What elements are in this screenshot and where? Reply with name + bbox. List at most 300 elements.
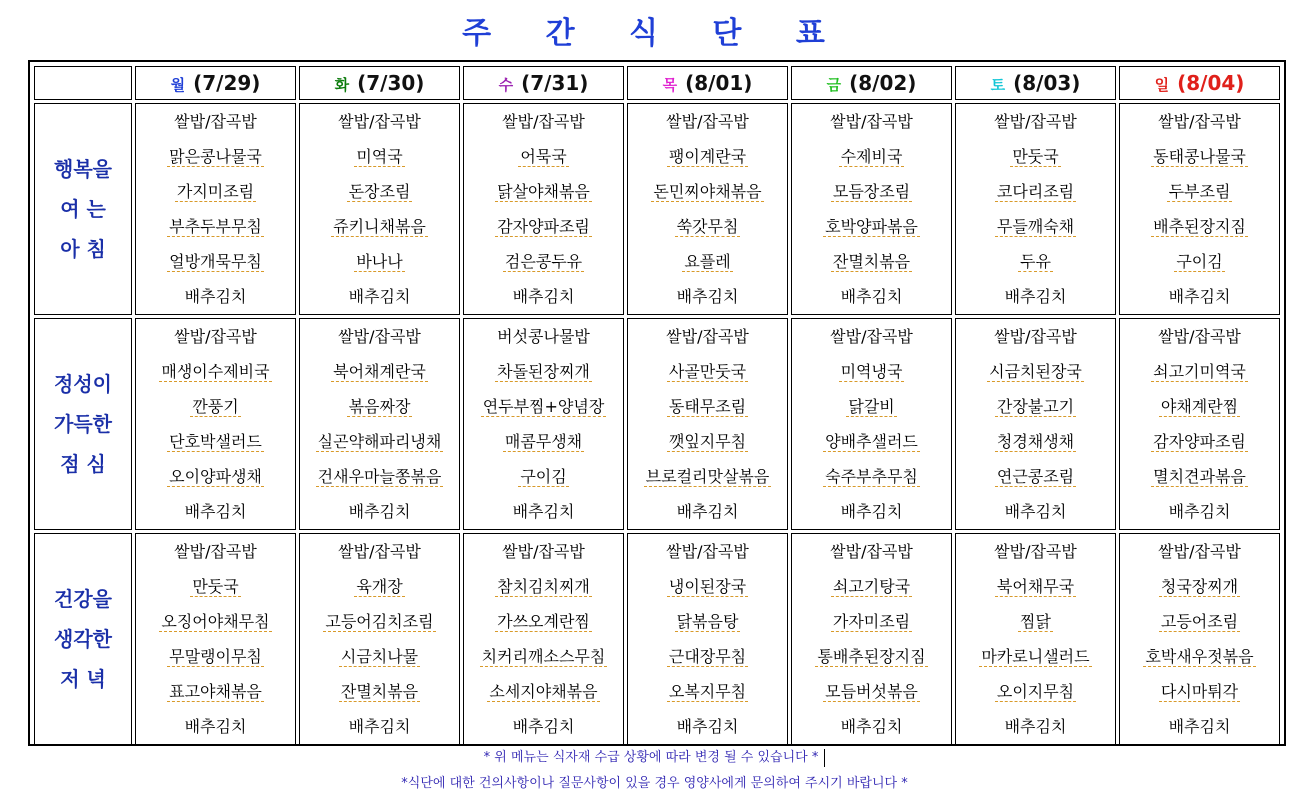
menu-item: [956, 569, 1115, 604]
menu-item-text: 매콤무생채: [504, 432, 583, 451]
menu-item: [792, 459, 951, 494]
day-date: (8/04): [1177, 71, 1245, 95]
meal-row: [34, 318, 1280, 530]
menu-item: [136, 424, 295, 459]
menu-item-text: 시금치된장국: [989, 362, 1082, 381]
menu-item-text: 쌀밥/잡곡밥: [666, 327, 749, 346]
menu-item: [628, 639, 787, 674]
menu-item: [956, 424, 1115, 459]
menu-item-text: 돈장조림: [348, 182, 411, 201]
menu-item: [792, 104, 951, 139]
day-icon: 월: [170, 76, 186, 94]
menu-item-text: 닭살야채볶음: [497, 182, 590, 201]
menu-item-text: 쌀밥/잡곡밥: [994, 542, 1077, 561]
menu-item-text: 바나나: [356, 252, 403, 271]
menu-item-text: 배추김치: [348, 717, 411, 736]
menu-cell: [299, 103, 460, 315]
menu-item-text: 쌀밥/잡곡밥: [174, 542, 257, 561]
menu-item-text: 배추김치: [1004, 717, 1067, 736]
menu-cell: [627, 533, 788, 745]
menu-item: [1120, 244, 1279, 279]
meal-label-line: 정성이: [54, 372, 112, 396]
menu-item: [628, 709, 787, 744]
weekly-menu-table: [31, 63, 1283, 748]
menu-item-text: 배추김치: [676, 717, 739, 736]
menu-item: [136, 319, 295, 354]
menu-item-text: 배추김치: [840, 717, 903, 736]
menu-item: [1120, 674, 1279, 709]
menu-item: [792, 244, 951, 279]
menu-item: [956, 459, 1115, 494]
menu-item-text: 호박양파볶음: [825, 217, 918, 236]
menu-item: [792, 494, 951, 529]
menu-item: [956, 354, 1115, 389]
menu-item-text: 통배추된장지짐: [817, 647, 926, 666]
menu-item: [136, 569, 295, 604]
menu-item-text: 배추김치: [840, 502, 903, 521]
menu-item-text: 쌀밥/잡곡밥: [502, 542, 585, 561]
menu-item: [956, 639, 1115, 674]
menu-item: [792, 174, 951, 209]
menu-item: [464, 209, 623, 244]
meal-label: [34, 533, 132, 745]
day-icon: 화: [334, 76, 350, 94]
meal-row: [34, 533, 1280, 745]
menu-item-text: 쥬키니채볶음: [333, 217, 426, 236]
menu-item: [628, 389, 787, 424]
menu-item-text: 얼방개묵무침: [169, 252, 262, 271]
menu-item: [300, 244, 459, 279]
menu-item: [136, 674, 295, 709]
menu-item-text: 배추김치: [184, 287, 247, 306]
day-header: [791, 66, 952, 100]
menu-cell: [791, 533, 952, 745]
day-date: (8/03): [1013, 71, 1081, 95]
menu-item: [956, 139, 1115, 174]
menu-item: [300, 534, 459, 569]
menu-item-text: 냉이된장국: [668, 577, 747, 596]
menu-item-text: 만둣국: [192, 577, 239, 596]
menu-item-text: 배추김치: [348, 287, 411, 306]
menu-cell: [791, 103, 952, 315]
menu-item: [464, 104, 623, 139]
menu-cell: [135, 103, 296, 315]
menu-item-text: 간장불고기: [996, 397, 1075, 416]
header-row: [34, 66, 1280, 100]
menu-item: [300, 104, 459, 139]
menu-item-text: 마카로니샐러드: [981, 647, 1090, 666]
menu-item: [136, 174, 295, 209]
day-header: [299, 66, 460, 100]
meal-label-line: 건강을: [54, 587, 112, 611]
menu-item-text: 닭볶음탕: [676, 612, 739, 631]
menu-item-text: 배추김치: [676, 287, 739, 306]
menu-item-text: 북어채무국: [996, 577, 1075, 596]
day-date: (7/29): [193, 71, 261, 95]
menu-item: [300, 174, 459, 209]
menu-item: [464, 174, 623, 209]
menu-item: [956, 244, 1115, 279]
menu-item-text: 가자미조림: [832, 612, 911, 631]
menu-cell: [1119, 533, 1280, 745]
menu-item-text: 잔멸치볶음: [340, 682, 419, 701]
menu-item: [1120, 569, 1279, 604]
menu-item: [1120, 139, 1279, 174]
menu-item-text: 오복지무침: [668, 682, 747, 701]
menu-item: [136, 104, 295, 139]
menu-cell: [955, 318, 1116, 530]
menu-item-text: 쌀밥/잡곡밥: [666, 112, 749, 131]
menu-item-text: 배추김치: [1168, 287, 1231, 306]
menu-item-text: 쌀밥/잡곡밥: [994, 112, 1077, 131]
menu-item-text: 멸치견과볶음: [1153, 467, 1246, 486]
menu-item-text: 무들깨숙채: [996, 217, 1075, 236]
day-date: (7/30): [357, 71, 425, 95]
menu-item: [1120, 709, 1279, 744]
meal-label-line: 아 침: [60, 237, 106, 261]
meal-label-line: 행복을: [54, 157, 112, 181]
meal-label-line: 점 심: [60, 452, 106, 476]
menu-item-text: 쌀밥/잡곡밥: [338, 542, 421, 561]
menu-item: [792, 674, 951, 709]
menu-item: [464, 244, 623, 279]
menu-item: [628, 244, 787, 279]
menu-item-text: 실곤약해파리냉채: [317, 432, 442, 451]
menu-item: [300, 279, 459, 314]
menu-item-text: 쇠고기미역국: [1153, 362, 1246, 381]
menu-item: [956, 389, 1115, 424]
menu-item-text: 쌀밥/잡곡밥: [666, 542, 749, 561]
menu-item-text: 버섯콩나물밥: [497, 327, 590, 346]
menu-item-text: 연근콩조림: [996, 467, 1075, 486]
menu-item-text: 가쓰오계란찜: [497, 612, 590, 631]
menu-item-text: 미역국: [356, 147, 403, 166]
menu-item: [136, 494, 295, 529]
menu-item: [464, 354, 623, 389]
menu-item: [136, 459, 295, 494]
menu-item-text: 닭갈비: [848, 397, 895, 416]
menu-item: [792, 604, 951, 639]
meal-label-line: 가득한: [54, 412, 112, 436]
menu-cell: [135, 318, 296, 530]
menu-item: [300, 354, 459, 389]
menu-item-text: 브로컬리맛살볶음: [645, 467, 770, 486]
menu-item: [300, 424, 459, 459]
menu-item-text: 배추김치: [184, 717, 247, 736]
menu-item-text: 돈민찌야채볶음: [653, 182, 762, 201]
menu-item-text: 검은콩두유: [504, 252, 583, 271]
menu-item-text: 육개장: [356, 577, 403, 596]
meal-label: [34, 318, 132, 530]
menu-item-text: 청국장찌개: [1160, 577, 1239, 596]
menu-item: [1120, 279, 1279, 314]
menu-item-text: 근대장무침: [668, 647, 747, 666]
menu-item: [792, 569, 951, 604]
menu-item: [1120, 494, 1279, 529]
menu-item-text: 쑥갓무침: [676, 217, 739, 236]
menu-item: [464, 494, 623, 529]
menu-item-text: 깻잎지무침: [668, 432, 747, 451]
menu-item-text: 고등어조림: [1160, 612, 1239, 631]
day-icon: 목: [662, 76, 678, 94]
menu-item-text: 쌀밥/잡곡밥: [830, 327, 913, 346]
menu-item: [628, 209, 787, 244]
menu-item: [956, 709, 1115, 744]
menu-item: [956, 209, 1115, 244]
menu-cell: [955, 103, 1116, 315]
menu-item-text: 부추두부무침: [169, 217, 262, 236]
menu-item-text: 배추김치: [512, 717, 575, 736]
menu-item: [1120, 319, 1279, 354]
menu-item: [136, 244, 295, 279]
day-header: [135, 66, 296, 100]
menu-item: [300, 639, 459, 674]
meal-row: [34, 103, 1280, 315]
menu-item: [1120, 459, 1279, 494]
menu-item: [628, 534, 787, 569]
menu-item: [792, 709, 951, 744]
menu-item-text: 감자양파조림: [1153, 432, 1246, 451]
menu-item-text: 코다리조림: [996, 182, 1075, 201]
menu-item: [136, 639, 295, 674]
menu-item: [628, 459, 787, 494]
menu-item-text: 배추김치: [676, 502, 739, 521]
menu-item-text: 팽이계란국: [668, 147, 747, 166]
menu-item: [464, 279, 623, 314]
menu-item: [300, 604, 459, 639]
menu-item-text: 깐풍기: [192, 397, 239, 416]
menu-item-text: 무말랭이무침: [169, 647, 262, 666]
menu-item: [1120, 209, 1279, 244]
menu-item: [628, 319, 787, 354]
menu-item: [464, 569, 623, 604]
menu-cell: [1119, 318, 1280, 530]
menu-item-text: 숙주부추무침: [825, 467, 918, 486]
day-header: [627, 66, 788, 100]
menu-item-text: 맑은콩나물국: [169, 147, 262, 166]
menu-item: [1120, 174, 1279, 209]
day-icon: 일: [1154, 76, 1170, 94]
menu-item-text: 배추된장지짐: [1153, 217, 1246, 236]
page-title: 주 간 식 단 표: [462, 16, 847, 51]
menu-item-text: 오이양파생채: [169, 467, 262, 486]
menu-item: [136, 139, 295, 174]
menu-item: [1120, 424, 1279, 459]
text-cursor: [824, 749, 825, 767]
menu-item-text: 쌀밥/잡곡밥: [174, 112, 257, 131]
menu-cell: [627, 318, 788, 530]
menu-item-text: 배추김치: [1168, 502, 1231, 521]
menu-item: [956, 174, 1115, 209]
day-date: (8/02): [849, 71, 917, 95]
menu-cell: [299, 533, 460, 745]
menu-item: [628, 494, 787, 529]
menu-item: [136, 389, 295, 424]
menu-item-text: 청경채생채: [996, 432, 1075, 451]
menu-item: [792, 534, 951, 569]
menu-item: [136, 354, 295, 389]
menu-item: [628, 674, 787, 709]
day-icon: 수: [498, 76, 514, 94]
menu-item-text: 수제비국: [840, 147, 903, 166]
menu-item: [136, 534, 295, 569]
menu-item: [136, 604, 295, 639]
menu-cell: [463, 318, 624, 530]
menu-item: [956, 534, 1115, 569]
day-icon: 토: [990, 76, 1006, 94]
menu-cell: [1119, 103, 1280, 315]
menu-item-text: 가지미조림: [176, 182, 255, 201]
menu-item: [300, 709, 459, 744]
menu-item-text: 쌀밥/잡곡밥: [338, 112, 421, 131]
menu-item-text: 사골만둣국: [668, 362, 747, 381]
menu-item-text: 호박새우젓볶음: [1145, 647, 1254, 666]
menu-item-text: 쌀밥/잡곡밥: [830, 542, 913, 561]
menu-item: [464, 319, 623, 354]
menu-item-text: 다시마튀각: [1160, 682, 1239, 701]
day-header: [1119, 66, 1280, 100]
menu-item-text: 감자양파조림: [497, 217, 590, 236]
menu-item: [956, 674, 1115, 709]
menu-item: [464, 709, 623, 744]
menu-item: [300, 459, 459, 494]
menu-item: [628, 354, 787, 389]
menu-item: [464, 139, 623, 174]
menu-item-text: 배추김치: [512, 502, 575, 521]
menu-item: [300, 674, 459, 709]
menu-item-text: 배추김치: [840, 287, 903, 306]
menu-item: [628, 424, 787, 459]
note-menu-change: * 위 메뉴는 식자재 수급 상황에 따라 변경 될 수 있습니다 *: [0, 746, 1309, 767]
menu-item: [464, 534, 623, 569]
menu-item-text: 건새우마늘쫑볶음: [317, 467, 442, 486]
menu-item-text: 구이김: [520, 467, 567, 486]
menu-item: [300, 494, 459, 529]
menu-item-text: 배추김치: [1168, 717, 1231, 736]
menu-cell: [463, 533, 624, 745]
menu-item-text: 배추김치: [1004, 502, 1067, 521]
menu-item: [628, 279, 787, 314]
menu-item-text: 찜닭: [1020, 612, 1051, 631]
menu-item-text: 두부조림: [1168, 182, 1231, 201]
menu-item-text: 모듬버섯볶음: [825, 682, 918, 701]
menu-item: [464, 604, 623, 639]
menu-item-text: 쌀밥/잡곡밥: [502, 112, 585, 131]
menu-item: [136, 279, 295, 314]
menu-item-text: 모듬장조림: [832, 182, 911, 201]
menu-item-text: 배추김치: [1004, 287, 1067, 306]
menu-item: [792, 319, 951, 354]
meal-label-line: 저 녁: [60, 667, 106, 691]
menu-item-text: 어묵국: [520, 147, 567, 166]
menu-item-text: 오이지무침: [996, 682, 1075, 701]
menu-item-text: 매생이수제비국: [161, 362, 270, 381]
menu-item: [792, 389, 951, 424]
menu-item: [1120, 104, 1279, 139]
menu-body: [34, 103, 1280, 745]
menu-item-text: 쌀밥/잡곡밥: [338, 327, 421, 346]
menu-item-text: 미역냉국: [840, 362, 903, 381]
menu-item: [300, 209, 459, 244]
menu-item-text: 만둣국: [1012, 147, 1059, 166]
menu-item-text: 단호박샐러드: [169, 432, 262, 451]
menu-item: [464, 674, 623, 709]
menu-item-text: 양배추샐러드: [825, 432, 918, 451]
menu-item: [300, 319, 459, 354]
menu-item: [628, 604, 787, 639]
menu-item-text: 배추김치: [184, 502, 247, 521]
day-header: [463, 66, 624, 100]
menu-item: [1120, 604, 1279, 639]
menu-item-text: 오징어야채무침: [161, 612, 270, 631]
meal-label-line: 생각한: [54, 627, 112, 651]
menu-item: [792, 424, 951, 459]
day-date: (7/31): [521, 71, 589, 95]
menu-item: [792, 279, 951, 314]
corner-cell: [34, 66, 132, 100]
note-contact-dietitian: *식단에 대한 건의사항이나 질문사항이 있을 경우 영양사에게 문의하여 주시기 바랍니다 *: [401, 776, 908, 791]
menu-item-text: 참치김치찌개: [497, 577, 590, 596]
menu-item: [628, 174, 787, 209]
menu-item-text: 표고야채볶음: [169, 682, 262, 701]
menu-item-text: 쌀밥/잡곡밥: [1158, 112, 1241, 131]
menu-item: [1120, 639, 1279, 674]
menu-item: [1120, 534, 1279, 569]
menu-item-text: 배추김치: [512, 287, 575, 306]
menu-cell: [955, 533, 1116, 745]
meal-label-line: 여 는: [60, 197, 106, 221]
menu-cell: [791, 318, 952, 530]
menu-item: [628, 104, 787, 139]
day-date: (8/01): [685, 71, 753, 95]
day-icon: 금: [826, 76, 842, 94]
menu-item: [792, 139, 951, 174]
menu-item: [464, 639, 623, 674]
menu-item: [136, 209, 295, 244]
menu-item-text: 고등어김치조림: [325, 612, 434, 631]
menu-item: [792, 209, 951, 244]
menu-item: [136, 709, 295, 744]
menu-item: [956, 494, 1115, 529]
menu-item-text: 배추김치: [348, 502, 411, 521]
day-header: [955, 66, 1116, 100]
menu-item-text: 야채계란찜: [1160, 397, 1239, 416]
menu-item-text: 북어채계란국: [333, 362, 426, 381]
menu-item-text: 시금치나물: [340, 647, 419, 666]
menu-cell: [463, 103, 624, 315]
menu-item: [300, 389, 459, 424]
menu-item: [792, 354, 951, 389]
menu-cell: [627, 103, 788, 315]
menu-item-text: 쇠고기탕국: [832, 577, 911, 596]
menu-item-text: 두유: [1020, 252, 1051, 271]
menu-item-text: 쌀밥/잡곡밥: [174, 327, 257, 346]
menu-item: [792, 639, 951, 674]
menu-item: [300, 139, 459, 174]
menu-item-text: 쌀밥/잡곡밥: [994, 327, 1077, 346]
menu-item-text: 연두부찜+양념장: [482, 397, 605, 416]
menu-item: [628, 139, 787, 174]
menu-item: [628, 569, 787, 604]
menu-cell: [135, 533, 296, 745]
menu-item-text: 동태무조림: [668, 397, 747, 416]
menu-item-text: 차돌된장찌개: [497, 362, 590, 381]
menu-item-text: 치커리깨소스무침: [481, 647, 606, 666]
menu-item-text: 볶음짜장: [348, 397, 411, 416]
menu-item-text: 잔멸치볶음: [832, 252, 911, 271]
menu-item: [956, 319, 1115, 354]
menu-item: [1120, 389, 1279, 424]
